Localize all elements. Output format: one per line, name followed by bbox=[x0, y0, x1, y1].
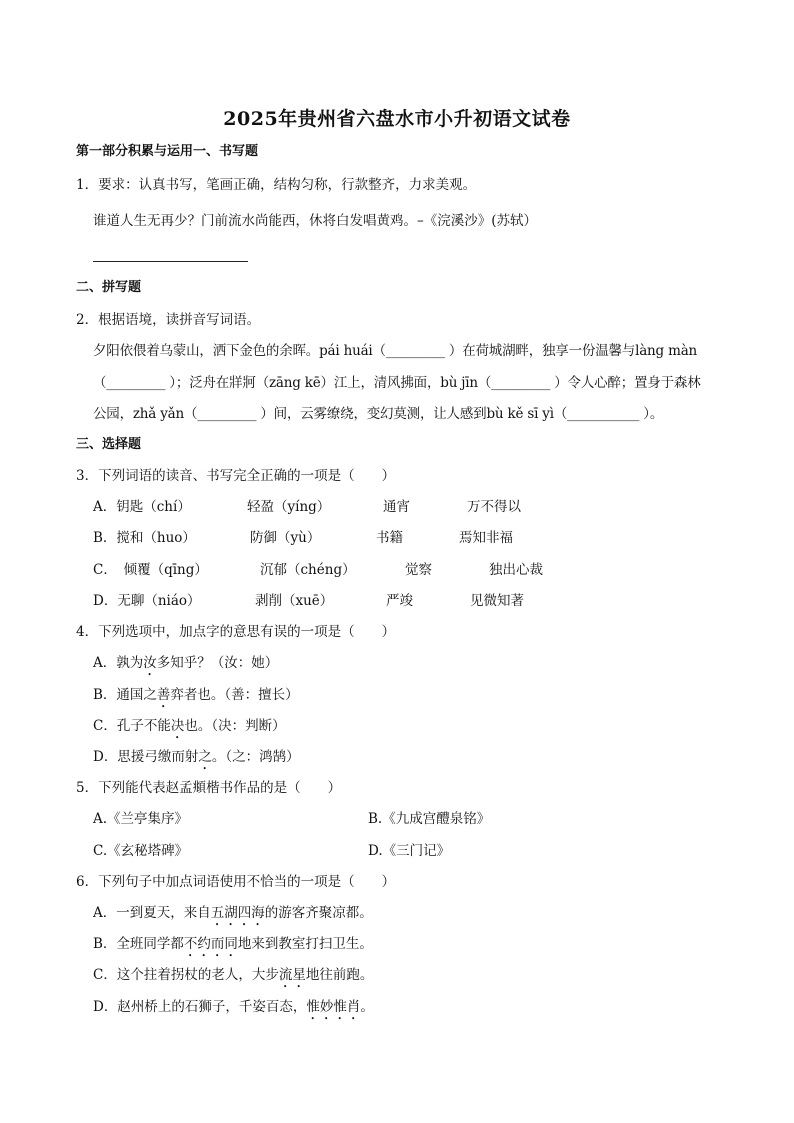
q4-stem: 4．下列选项中，加点字的意思有误的一项是（ ） bbox=[76, 624, 396, 640]
q1-poem: 谁道人生无再少？门前流水尚能西，休将白发唱黄鸡。–《浣溪沙》(苏轼） bbox=[93, 213, 538, 229]
part1-heading: 第一部分积累与运用一、书写题 bbox=[76, 144, 259, 159]
q4-option-d: D．思援弓缴而射之。（之：鸿鹄） bbox=[93, 749, 300, 765]
page-title: 2025年贵州省六盘水市小升初语文试卷 bbox=[223, 108, 571, 130]
q5-option-b: B.《九成宫醴泉铭》 bbox=[368, 811, 491, 827]
q1-answer-line[interactable] bbox=[93, 261, 248, 262]
section3-heading: 三、选择题 bbox=[76, 437, 142, 452]
q6-option-c: C．这个拄着拐杖的老人，大步流星地往前跑。 bbox=[93, 967, 374, 983]
q4-option-b: B．通国之善弈者也。（善：擅长） bbox=[93, 687, 299, 703]
q5-option-c: C.《玄秘塔碑》 bbox=[93, 843, 189, 859]
q5-option-a: A.《兰亭集序》 bbox=[93, 811, 189, 827]
q4-option-a: A．孰为汝多知乎？（汝：她） bbox=[93, 655, 279, 671]
q5-option-d: D.《三门记》 bbox=[368, 843, 451, 859]
q6-option-d: D．赵州桥上的石狮子，千姿百态，惟妙惟肖。 bbox=[93, 999, 374, 1015]
q2-stem: 2．根据语境，读拼音写词语。 bbox=[76, 312, 261, 328]
q3-stem: 3．下列词语的读音、书写完全正确的一项是（ ） bbox=[76, 468, 396, 484]
q2-line2: （_________ ）；泛舟在牂牁（zāng kē）江上，清风拂面，bù jīn（_________ ）令人心醉；置身于森林 bbox=[93, 375, 701, 391]
q1-stem: 1．要求：认真书写，笔画正确，结构匀称，行款整齐，力求美观。 bbox=[76, 177, 477, 193]
q6-stem: 6．下列句子中加点词语使用不恰当的一项是（ ） bbox=[76, 874, 396, 890]
q2-line1: 夕阳依偎着乌蒙山，洒下金色的余晖。pái huái（_________ ）在荷城湖畔，独享一份温馨与làng màn bbox=[93, 343, 698, 359]
q6-option-b: B．全班同学都不约而同地来到教室打扫卫生。 bbox=[93, 936, 373, 952]
q4-option-c: C．孔子不能决也。（决：判断） bbox=[93, 718, 286, 734]
q5-stem: 5．下列能代表赵孟頫楷书作品的是（ ） bbox=[76, 780, 342, 796]
q2-line3: 公园，zhǎ yǎn（_________ ）间，云雾缭绕，变幻莫测，让人感到bù kě sī yì（___________ ）。 bbox=[93, 406, 664, 422]
exam-page: 2025年贵州省六盘水市小升初语文试卷 第一部分积累与运用一、书写题 1．要求：认真书写，笔画正确，结构匀称，行款整齐，力求美观。 谁道人生无再少？门前流水尚能西，休将白发唱黄鸡。–《浣溪沙》(苏轼） 二、拼写题 2．根据语境，读拼音写词语。 夕阳依偎着乌蒙山，洒下金色的余晖。pái huái（_________ ）在荷城湖畔，独享一份温馨与làng màn （_________ ）；泛舟在牂牁（zāng kē）江上，清风拂面，bù jīn（_________ ）令人心醉；置身于森林 公园，zhǎ yǎn（_________ ）间，云雾缭绕，变幻莫测，让人感到bù kě sī yì（___________ ）。 三、选择题 3．下列词语的读音、书写完全正确的一项是（ ） A．钥匙（chí） 轻盈（yíng） 通宵 万不得以 B．搅和（huo） 防御（yù） 书籍 焉知非福 C． 倾覆（qīng） 沉郁（chéng） 觉察 独出心裁 D．无聊（niáo） 剥削（xuē） 严竣 见微知著 4．下列选项中，加点字的意思有误的一项是（ ） A．孰为汝多知乎？（汝：她） B．通国之善弈者也。（善：擅长） C．孔子不能决也。（决：判断） D．思援弓缴而射之。（之：鸿鹄） 5．下列能代表赵孟頫楷书作品的是（ ） A.《兰亭集序》 B.《九成宫醴泉铭》 C.《玄秘塔碑》 D.《三门记》 6．下列句子中加点词语使用不恰当的一项是（ ） A．一到夏天，来自五湖四海的游客齐聚凉都。 B．全班同学都不约而同地来到教室打扫卫生。 C．这个拄着拐杖的老人，大步流星地往前跑。 D．赵州桥上的石狮子，千姿百态，惟妙惟肖。 bbox=[0, 0, 794, 1123]
q6-option-a: A．一到夏天，来自五湖四海的游客齐聚凉都。 bbox=[93, 905, 373, 921]
section2-heading: 二、拼写题 bbox=[76, 280, 142, 295]
